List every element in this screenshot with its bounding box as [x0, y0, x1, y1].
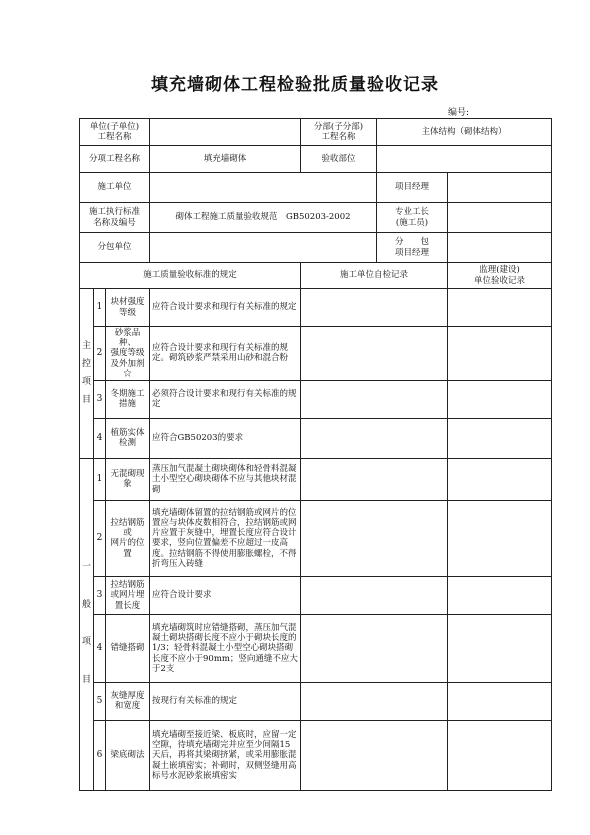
- table-row: [80, 327, 552, 381]
- general-group-label: 一 般 项 目: [80, 458, 94, 790]
- self-check-cell[interactable]: [301, 500, 448, 576]
- spec-column-header: 施工质量验收标准的规定: [80, 263, 301, 289]
- item-spec: 应符合GB50203的要求: [150, 418, 301, 458]
- division-label: 分部(子分部) 工程名称: [301, 119, 377, 146]
- item-name: 无混砌现象: [106, 458, 150, 500]
- foreman-label: 专业工长 (施工员): [377, 203, 448, 233]
- sub-item-value[interactable]: 填充墙砌体: [150, 146, 301, 173]
- supervision-cell[interactable]: [448, 289, 552, 327]
- self-check-cell[interactable]: [301, 576, 448, 614]
- supervision-cell[interactable]: [448, 500, 552, 576]
- self-check-cell[interactable]: [301, 327, 448, 381]
- self-check-cell[interactable]: [301, 289, 448, 327]
- item-name: 灰缝厚度 和宽度: [106, 682, 150, 720]
- unit-project-label: 单位(子单位) 工程名称: [80, 119, 150, 146]
- item-name: 错缝搭砌: [106, 614, 150, 682]
- project-manager-label: 项目经理: [377, 173, 448, 203]
- foreman-value[interactable]: [448, 203, 552, 233]
- item-spec: 应符合设计要求: [150, 576, 301, 614]
- supervision-cell[interactable]: [448, 458, 552, 500]
- sub-item-label: 分项工程名称: [80, 146, 150, 173]
- item-name: 冬期施工 措施: [106, 380, 150, 418]
- self-check-cell[interactable]: [301, 720, 448, 790]
- construction-unit-label: 施工单位: [80, 173, 150, 203]
- item-spec: 填充墙砌体留置的拉结钢筋或网片的位置应与块体皮数相符合，拉结钢筋或网片应置于灰缝中，埋置长度应符合设计要求，竖向位置偏差不应超过一皮高度。拉结钢筋不得使用膨胀螺栓，不得折弯压入砖缝: [150, 500, 301, 576]
- supervision-cell[interactable]: [448, 614, 552, 682]
- item-spec: 应符合设计要求和现行有关标准的规定。砌筑砂浆严禁采用山砂和混合粉: [150, 327, 301, 381]
- unit-project-value[interactable]: [150, 119, 301, 146]
- item-number: 5: [94, 682, 106, 720]
- self-check-cell[interactable]: [301, 380, 448, 418]
- item-number: 2: [94, 327, 106, 381]
- supervision-cell[interactable]: [448, 380, 552, 418]
- doc-number-label: 编号:: [448, 108, 470, 118]
- item-number: 2: [94, 500, 106, 576]
- supervision-cell[interactable]: [448, 720, 552, 790]
- item-number: 1: [94, 458, 106, 500]
- supervision-cell[interactable]: [448, 327, 552, 381]
- acceptance-part-value[interactable]: [377, 146, 552, 173]
- item-spec: 必须符合设计要求和现行有关标准的规定: [150, 380, 301, 418]
- item-name: 植筋实体 检测: [106, 418, 150, 458]
- item-name: 块材强度 等级: [106, 289, 150, 327]
- item-name: 拉结钢筋或 网片的位置: [106, 500, 150, 576]
- inspection-record-table: [79, 118, 552, 791]
- self-check-cell[interactable]: [301, 458, 448, 500]
- supervision-cell[interactable]: [448, 576, 552, 614]
- subcontract-manager-label: 分 包 项目经理: [377, 233, 448, 263]
- self-check-cell[interactable]: [301, 614, 448, 682]
- supervision-cell[interactable]: [448, 418, 552, 458]
- item-number: 6: [94, 720, 106, 790]
- project-manager-value[interactable]: [448, 173, 552, 203]
- table-row: [80, 682, 552, 720]
- construction-unit-value[interactable]: [150, 173, 377, 203]
- subcontract-unit-value[interactable]: [150, 233, 377, 263]
- supervision-cell[interactable]: [448, 682, 552, 720]
- division-value[interactable]: 主体结构（砌体结构）: [377, 119, 552, 146]
- standard-label: 施工执行标准 名称及编号: [80, 203, 150, 233]
- supervision-column-header: 监理(建设) 单位验收记录: [448, 263, 552, 289]
- table-row: [80, 289, 552, 327]
- subcontract-unit-label: 分包单位: [80, 233, 150, 263]
- item-number: 1: [94, 289, 106, 327]
- table-row: [80, 458, 552, 500]
- self-check-cell[interactable]: [301, 418, 448, 458]
- item-spec: 按现行有关标准的规定: [150, 682, 301, 720]
- acceptance-part-label: 验收部位: [301, 146, 377, 173]
- page-title: 填充墙砌体工程检验批质量验收记录: [151, 75, 439, 95]
- item-number: 3: [94, 380, 106, 418]
- subcontract-manager-value[interactable]: [448, 233, 552, 263]
- main-control-group-label: 主 控 项 目: [80, 289, 94, 459]
- item-spec: 填充墙砌筑时应错缝搭砌，蒸压加气混凝土砌块搭砌长度不应小于砌块长度的1/3；轻骨料混凝土小型空心砌块搭砌长度不应小于90mm；竖向通缝不应大于2支: [150, 614, 301, 682]
- table-row: [80, 380, 552, 418]
- table-row: [80, 576, 552, 614]
- table-row: [80, 418, 552, 458]
- item-name: 拉结钢筋 或网片埋 置长度: [106, 576, 150, 614]
- standard-value[interactable]: 砌体工程施工质量验收规范 GB50203-2002: [150, 203, 377, 233]
- item-spec: 应符合设计要求和现行有关标准的规定: [150, 289, 301, 327]
- item-number: 4: [94, 614, 106, 682]
- table-row: [80, 614, 552, 682]
- self-check-cell[interactable]: [301, 682, 448, 720]
- item-spec: 填充墙砌至接近梁、板底时，应留一定空隙，待填充墙砌完并应至少间隔15天后，再将其梁砌挤紧，或采用膨胀混凝土嵌填密实；补砌时，双侧竖缝用高标号水泥砂浆嵌填密实: [150, 720, 301, 790]
- table-row: [80, 720, 552, 790]
- item-number: 3: [94, 576, 106, 614]
- table-row: [80, 500, 552, 576]
- self-check-column-header: 施工单位自检记录: [301, 263, 448, 289]
- item-name: 砂浆品种、 强度等级 及外加剂☆: [106, 327, 150, 381]
- item-number: 4: [94, 418, 106, 458]
- item-name: 梁底砌法: [106, 720, 150, 790]
- item-spec: 蒸压加气混凝土砌块砌体和轻骨料混凝土小型空心砌块砌体不应与其他块材混砌: [150, 458, 301, 500]
